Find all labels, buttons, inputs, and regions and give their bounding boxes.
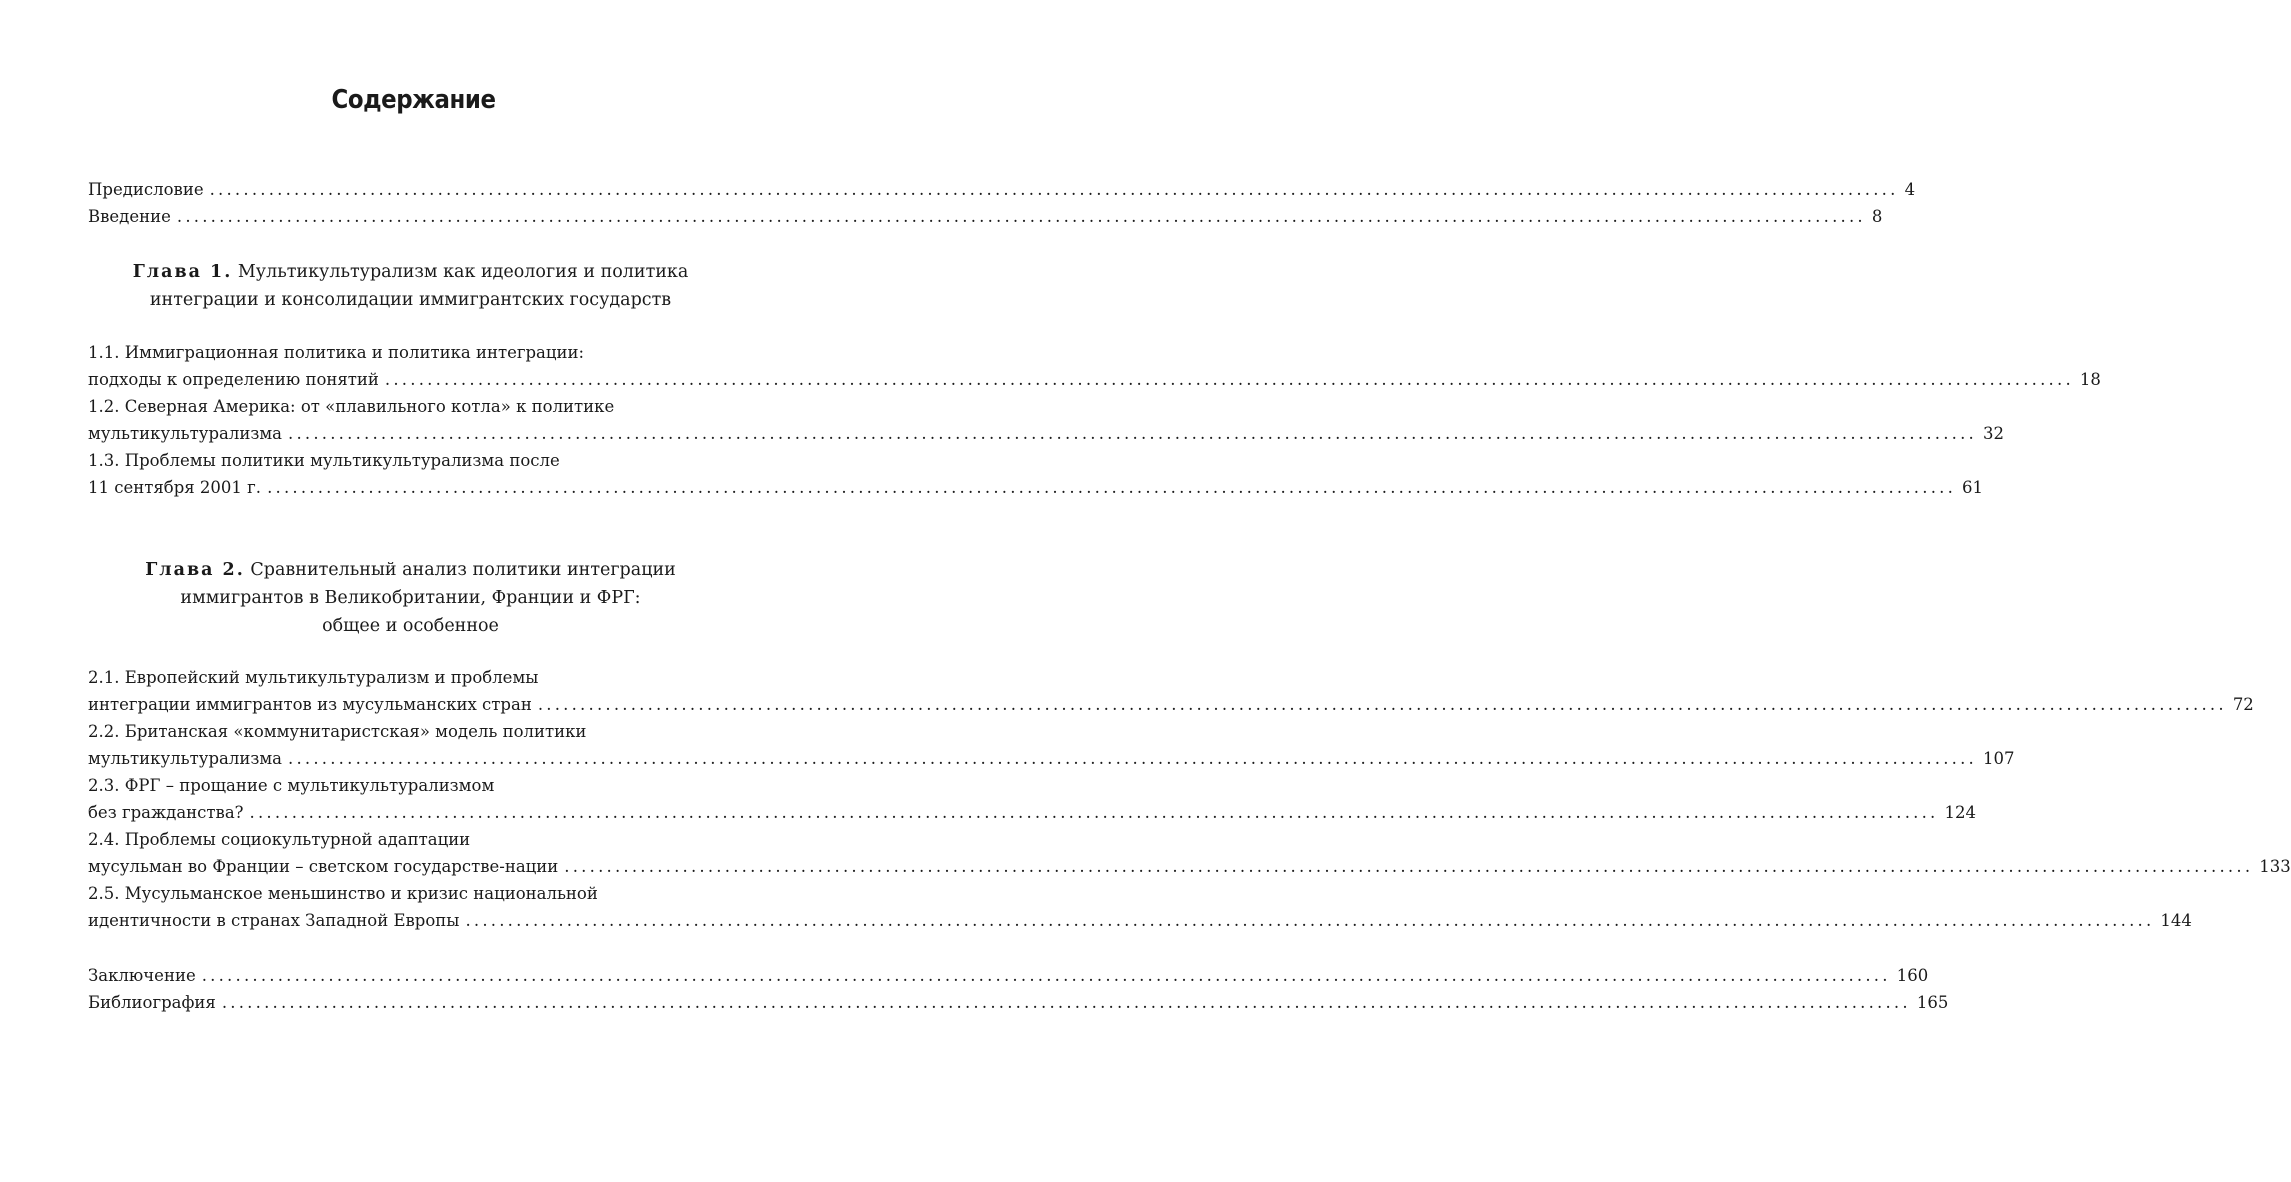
page-number: 8 (1871, 207, 1883, 226)
page-number: 4 (1904, 180, 1916, 199)
page-number: 124 (1944, 803, 1976, 822)
chapter-label: Глава 1. (132, 262, 233, 282)
section-2-3-line1: 2.3. ФРГ – прощание с мультикультурализмом (88, 776, 495, 795)
entry-title: мультикультурализма (88, 424, 283, 443)
chapter-1-heading-line2: интеграции и консолидации иммигрантских государств (149, 290, 672, 310)
toc-entry-2-5[interactable] (88, 908, 2192, 934)
leader-dots: ........................................................................................................................................................................................................ (221, 993, 1911, 1012)
chapter-1-heading-line1 (88, 258, 733, 286)
section-2-4-line1: 2.4. Проблемы социокультурной адаптации (88, 830, 471, 849)
section-2-5-line1: 2.5. Мусульманское меньшинство и кризис национальной (88, 884, 598, 903)
chapter-2-heading-line2: иммигрантов в Великобритании, Франции и ФРГ: (180, 588, 641, 608)
entry-title: Предисловие (88, 180, 204, 199)
chapter-2-heading-line3: общее и особенное (322, 616, 499, 636)
leader-dots: ........................................................................................................................................................................................................ (384, 370, 2074, 389)
toc-entry-bibliography[interactable] (88, 990, 1949, 1016)
page-number: 32 (1983, 424, 2004, 443)
section-2-1-line1: 2.1. Европейский мультикультурализм и проблемы (88, 668, 539, 687)
toc-entry-1-2[interactable] (88, 421, 2004, 447)
leader-dots: ........................................................................................................................................................................................................ (201, 966, 1891, 985)
leader-dots: ........................................................................................................................................................................................................ (465, 911, 2155, 930)
leader-dots: ........................................................................................................................................................................................................ (288, 749, 1977, 768)
page-number: 72 (2232, 695, 2254, 714)
entry-title: подходы к определению понятий (88, 370, 379, 389)
chapter-1-heading[interactable] (88, 258, 733, 314)
section-2-2-line1: 2.2. Британская «коммунитаристская» модель политики (88, 722, 587, 741)
page-number: 107 (1983, 749, 2015, 768)
toc-entry-2-3[interactable] (88, 800, 1976, 826)
toc-entry-2-2[interactable] (88, 746, 2015, 772)
page-number: 18 (2079, 370, 2101, 389)
leader-dots: ........................................................................................................................................................................................................ (249, 803, 1939, 822)
section-1-2-line1: 1.2. Северная Америка: от «плавильного котла» к политике (88, 397, 615, 416)
toc-entry-conclusion[interactable] (88, 963, 1929, 989)
toc-entry-1-1[interactable] (88, 367, 2101, 393)
page-number: 160 (1896, 966, 1929, 985)
page-number: 133 (2259, 857, 2291, 876)
entry-title: мусульман во Франции – светском государстве-нации (88, 857, 559, 876)
toc-entry-preface[interactable] (88, 177, 1916, 203)
toc-entry-1-3[interactable] (88, 475, 1984, 501)
entry-title: 11 сентября 2001 г. (88, 478, 262, 497)
toc-entry-2-1[interactable] (88, 692, 2254, 718)
page-title: Содержание (331, 85, 496, 115)
entry-title: Библиография (88, 993, 216, 1012)
toc-entry-introduction[interactable] (88, 204, 1883, 230)
chapter-title: Мультикультурализм как идеология и политика (237, 262, 689, 282)
page-number: 61 (1962, 478, 1984, 497)
entry-title: Заключение (88, 966, 196, 985)
chapter-title: Сравнительный анализ политики интеграции (250, 560, 676, 580)
chapter-2-heading-line1 (88, 556, 733, 584)
section-1-1-line1: 1.1. Иммиграционная политика и политика интеграции: (88, 343, 585, 362)
leader-dots: ........................................................................................................................................................................................................ (564, 857, 2254, 876)
chapter-2-heading[interactable] (88, 556, 733, 640)
entry-title: Введение (88, 207, 171, 226)
leader-dots: ........................................................................................................................................................................................................ (537, 695, 2227, 714)
entry-title: мультикультурализма (88, 749, 283, 768)
page-number: 144 (2160, 911, 2192, 930)
toc-entry-2-4[interactable] (88, 854, 2291, 880)
section-1-3-line1: 1.3. Проблемы политики мультикультурализма после (88, 451, 560, 470)
page-number: 165 (1916, 993, 1949, 1012)
leader-dots: ........................................................................................................................................................................................................ (209, 180, 1899, 199)
entry-title: идентичности в странах Западной Европы (88, 911, 460, 930)
entry-title: без гражданства? (88, 803, 244, 822)
entry-title: интеграции иммигрантов из мусульманских стран (88, 695, 532, 714)
leader-dots: ........................................................................................................................................................................................................ (176, 207, 1866, 226)
leader-dots: ........................................................................................................................................................................................................ (267, 478, 1957, 497)
leader-dots: ........................................................................................................................................................................................................ (288, 424, 1977, 443)
chapter-label: Глава 2. (145, 560, 245, 580)
